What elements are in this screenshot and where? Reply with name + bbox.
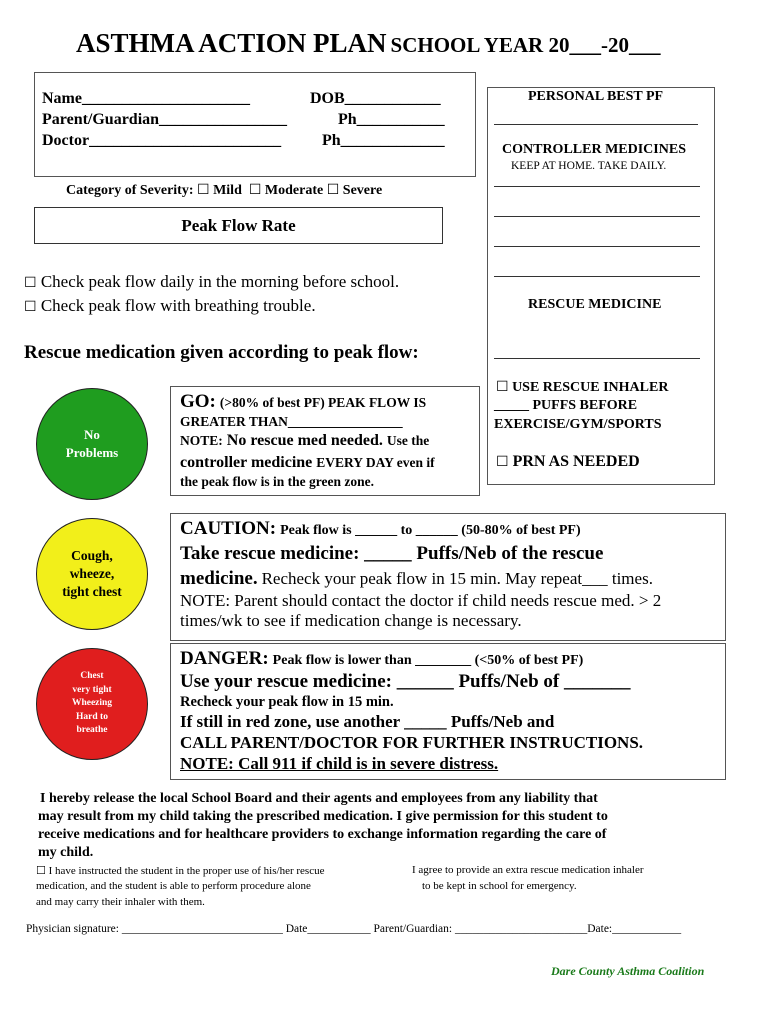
danger-range: Peak flow is lower than ________ (<50% of best PF) xyxy=(272,653,584,668)
go-line5: the peak flow is in the green zone. xyxy=(180,474,374,489)
check-trouble-row xyxy=(24,296,316,316)
rescue-medicine-blank[interactable] xyxy=(494,358,700,359)
doctor-phone-field[interactable]: Ph_____________ xyxy=(322,132,445,149)
use-inhaler-line1: USE RESCUE INHALER xyxy=(512,380,669,395)
caution-note: NOTE: Parent should contact the doctor if child needs rescue med. > 2 xyxy=(180,591,662,610)
controller-blank-4[interactable] xyxy=(494,276,700,277)
personal-best-blank[interactable] xyxy=(494,124,698,125)
danger-use: Use your rescue medicine: ______ Puffs/Neb of _______ xyxy=(180,671,631,692)
danger-note: NOTE: Call 911 if child is in severe distress. xyxy=(180,754,499,773)
keep-home-note: KEEP AT HOME. TAKE DAILY. xyxy=(511,160,667,172)
severity-row xyxy=(66,182,382,199)
release-line2: may result from my child taking the prescribed medication. I give permission for this student to xyxy=(38,809,608,824)
green-light xyxy=(36,388,148,500)
go-line1 xyxy=(180,391,426,413)
use-inhaler-line3: EXERCISE/GYM/SPORTS xyxy=(494,417,662,432)
doctor-field[interactable]: Doctor________________________ xyxy=(42,132,282,149)
caution-note2: times/wk to see if medication change is necessary. xyxy=(180,611,522,630)
danger-label: DANGER: xyxy=(180,648,269,669)
instructed-line2: medication, and the student is able to perform procedure alone xyxy=(36,880,311,892)
red-light-line3: Wheezing xyxy=(71,698,113,709)
go-label: GO: xyxy=(180,391,216,412)
red-light-line2: very tight xyxy=(72,684,112,695)
instructed-line3: and may carry their inhaler with them. xyxy=(36,896,205,908)
caution-range: Peak flow is ______ to ______ (50-80% of best PF) xyxy=(280,523,581,538)
severe-label: Severe xyxy=(342,183,383,198)
peak-flow-rate-box[interactable] xyxy=(34,207,443,244)
prn-checkbox[interactable]: ☐ xyxy=(496,454,509,470)
agree-line2: to be kept in school for emergency. xyxy=(422,880,577,892)
green-light-line2: Problems xyxy=(65,445,119,460)
caution-label: CAUTION: xyxy=(180,518,277,539)
red-light-line4: Hard to xyxy=(76,711,108,722)
agree-line1: I agree to provide an extra rescue medication inhaler xyxy=(412,864,644,876)
go-line4-tail: EVERY DAY even if xyxy=(316,455,435,470)
red-light-line5: breathe xyxy=(76,725,108,736)
mild-label: Mild xyxy=(213,183,242,198)
instructed-checkbox[interactable]: ☐ xyxy=(36,864,46,877)
yellow-light-line3: tight chest xyxy=(62,584,122,599)
use-inhaler-line2: _____ PUFFS BEFORE xyxy=(494,398,638,413)
check-trouble-label: Check peak flow with breathing trouble. xyxy=(40,296,316,315)
instructed-line1: I have instructed the student in the proper use of his/her rescue xyxy=(48,865,325,877)
moderate-label: Moderate xyxy=(264,183,324,198)
check-daily-label: Check peak flow daily in the morning before school. xyxy=(40,272,400,291)
go-line4-big: controller medicine xyxy=(180,454,313,471)
go-note-label: NOTE: xyxy=(180,433,223,448)
name-field[interactable]: Name_____________________ xyxy=(42,90,250,107)
severe-checkbox[interactable]: ☐ xyxy=(326,182,340,198)
release-line4: my child. xyxy=(38,845,94,860)
use-inhaler-checkbox[interactable]: ☐ xyxy=(496,379,509,395)
caution-line1 xyxy=(180,518,581,540)
mild-checkbox[interactable]: ☐ xyxy=(197,182,210,198)
prn-row xyxy=(496,453,640,471)
release-line1: I hereby release the local School Board and their agents and employees from any liability that xyxy=(40,791,598,806)
controller-blank-1[interactable] xyxy=(494,186,700,187)
red-light xyxy=(36,648,148,760)
go-line1-text: (>80% of best PF) PEAK FLOW IS xyxy=(219,395,427,410)
controller-label: CONTROLLER MEDICINES xyxy=(502,142,686,157)
dob-field[interactable]: DOB____________ xyxy=(310,90,441,107)
caution-med-big: medicine. xyxy=(180,568,258,589)
caution-line3 xyxy=(180,568,653,590)
danger-line1 xyxy=(180,648,583,670)
caution-take: Take rescue medicine: _____ Puffs/Neb of the rescue xyxy=(180,543,604,564)
prn-label: PRN AS NEEDED xyxy=(512,453,640,470)
release-line3: receive medications and for healthcare providers to exchange information regarding the care of xyxy=(38,827,607,842)
danger-still: If still in red zone, use another _____ Puffs/Neb and xyxy=(180,712,555,731)
yellow-light-line2: wheeze, xyxy=(69,566,115,581)
rescue-medicine-label: RESCUE MEDICINE xyxy=(528,297,662,312)
check-trouble-checkbox[interactable]: ☐ xyxy=(24,299,37,315)
guardian-field[interactable]: Parent/Guardian________________ xyxy=(42,111,288,128)
rescue-heading: Rescue medication given according to peak flow: xyxy=(24,342,419,363)
instructed-line1-row xyxy=(36,864,324,877)
go-line2: GREATER THAN_________________ xyxy=(180,414,403,429)
danger-recheck: Recheck your peak flow in 15 min. xyxy=(180,694,394,710)
go-line4 xyxy=(180,454,435,472)
yellow-light xyxy=(36,518,148,630)
title-school-year: SCHOOL YEAR 20___-20___ xyxy=(390,33,661,57)
green-light-line1: No xyxy=(84,427,100,442)
moderate-checkbox[interactable]: ☐ xyxy=(248,182,262,198)
go-note-big: No rescue med needed. xyxy=(226,432,383,449)
title-main: ASTHMA ACTION PLAN xyxy=(76,28,387,58)
severity-label: Category of Severity: xyxy=(66,183,194,198)
check-daily-checkbox[interactable]: ☐ xyxy=(24,275,37,291)
red-light-line1: Chest xyxy=(80,671,104,682)
yellow-light-line1: Cough, xyxy=(71,548,113,563)
personal-best-label: PERSONAL BEST PF xyxy=(528,89,664,104)
guardian-phone-field[interactable]: Ph___________ xyxy=(338,111,445,128)
go-note-tail: Use the xyxy=(386,433,430,448)
signature-line[interactable]: Physician signature: ____________________________ Date___________ Parent/Guardian: _______________________Date:____________ xyxy=(26,923,682,935)
go-note-line xyxy=(180,432,429,450)
page-title xyxy=(76,28,660,59)
use-inhaler-row xyxy=(496,379,668,396)
check-daily-row xyxy=(24,272,399,292)
caution-recheck: Recheck your peak flow in 15 min. May repeat___ times. xyxy=(261,569,653,588)
controller-blank-3[interactable] xyxy=(494,246,700,247)
peak-flow-rate-label: Peak Flow Rate xyxy=(181,215,296,235)
controller-blank-2[interactable] xyxy=(494,216,700,217)
footer-coalition: Dare County Asthma Coalition xyxy=(551,964,705,978)
danger-call: CALL PARENT/DOCTOR FOR FURTHER INSTRUCTIONS. xyxy=(180,733,644,752)
